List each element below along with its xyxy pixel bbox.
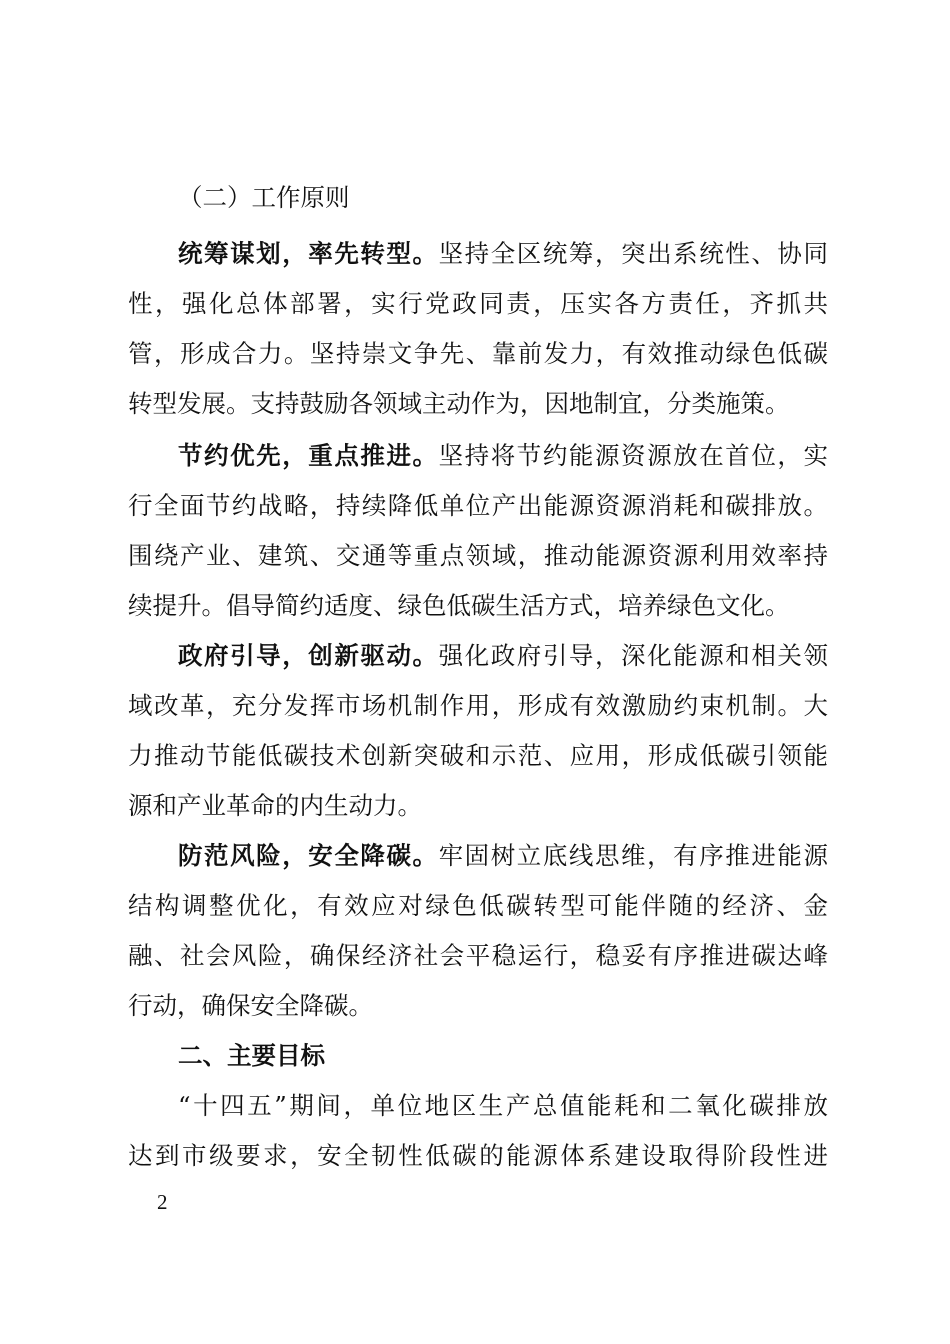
principle-2-first-line: [178, 441, 828, 471]
principle-1-line-3: 管，形成合力。坚持崇文争先、靠前发力，有效推动绿色低碳: [128, 339, 828, 368]
principle-1-title: 统筹谋划，率先转型。: [178, 239, 439, 268]
principle-4-title: 防范风险，安全降碳。: [178, 841, 439, 870]
principle-1-line-2: 性，强化总体部署，实行党政同责，压实各方责任，齐抓共: [128, 289, 828, 318]
principle-1-line-1: 坚持全区统筹，突出系统性、协同: [438, 239, 828, 268]
principle-3-line-2: 域改革，充分发挥市场机制作用，形成有效激励约束机制。大: [128, 691, 828, 720]
main-goals-heading: 二、主要目标: [178, 1041, 325, 1070]
principle-4-line-3: 融、社会风险，确保经济社会平稳运行，稳妥有序推进碳达峰: [128, 941, 828, 970]
principle-1-line-4: 转型发展。支持鼓励各领域主动作为，因地制宜，分类施策。: [128, 389, 790, 418]
principle-4-line-2: 结构调整优化，有效应对绿色低碳转型可能伴随的经济、金: [128, 891, 828, 920]
principle-2-line-4: 续提升。倡导简约适度、绿色低碳生活方式，培养绿色文化。: [128, 591, 790, 620]
principle-2-line-2: 行全面节约战略，持续降低单位产出能源资源消耗和碳排放。: [128, 491, 828, 520]
principle-4-line-4: 行动，确保安全降碳。: [128, 991, 373, 1020]
principle-3-line-3: 力推动节能低碳技术创新突破和示范、应用，形成低碳引领能: [128, 741, 828, 770]
principle-1-first-line: [178, 239, 828, 269]
principle-4-line-1: 牢固树立底线思维，有序推进能源: [438, 841, 828, 870]
principle-3-first-line: [178, 641, 828, 671]
principle-3-line-1: 强化政府引导，深化能源和相关领: [438, 641, 828, 670]
principle-2-title: 节约优先，重点推进。: [178, 441, 439, 470]
principle-3-title: 政府引导，创新驱动。: [178, 641, 439, 670]
main-goals-line-2: 达到市级要求，安全韧性低碳的能源体系建设取得阶段性进: [128, 1141, 828, 1170]
principle-4-first-line: [178, 841, 828, 871]
section-heading: （二）工作原则: [178, 183, 350, 212]
principle-2-line-3: 围绕产业、建筑、交通等重点领域，推动能源资源利用效率持: [128, 541, 828, 570]
principle-3-line-4: 源和产业革命的内生动力。: [128, 791, 422, 820]
principle-2-line-1: 坚持将节约能源资源放在首位，实: [438, 441, 828, 470]
main-goals-line-1: “十四五”期间，单位地区生产总值能耗和二氧化碳排放: [178, 1091, 828, 1120]
page-number: 2: [157, 1190, 168, 1214]
